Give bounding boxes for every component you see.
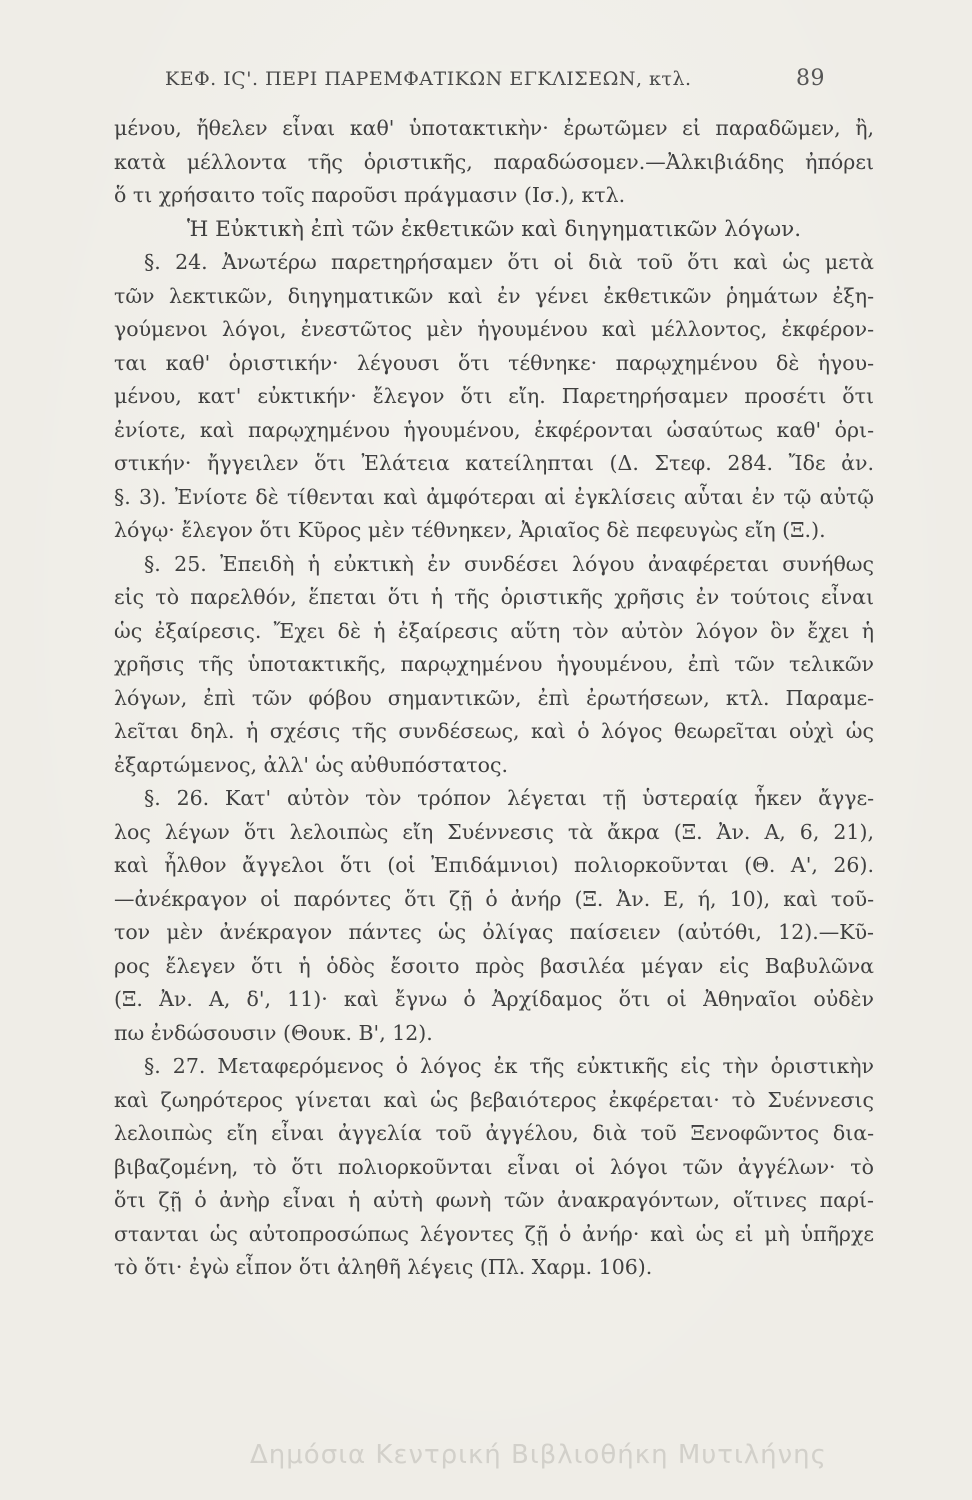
- text-line: λεῖται δηλ. ἡ σχέσις τῆς συνδέσεως, καὶ ὁ λόγος θεωρεῖται οὐχὶ ὡς: [114, 719, 874, 743]
- text-line: στικήν· ἤγγειλεν ὅτι Ἐλάτεια κατείληπται (Δ. Στεφ. 284. Ἴδε ἀν.: [114, 451, 874, 475]
- text-line: καὶ ζωηρότερος γίνεται καὶ ὡς βεβαιότερος ἐκφέρεται· τὸ Συέννεσις: [114, 1087, 874, 1112]
- text-line: πω ἐνδώσουσιν (Θουκ. Β', 12).: [114, 1020, 433, 1045]
- page-header: [165, 66, 825, 106]
- text-line: §. 24. Ἀνωτέρω παρετηρήσαμεν ὅτι οἱ διὰ τοῦ ὅτι καὶ ὡς μετὰ: [144, 250, 874, 274]
- text-line: λελοιπὼς εἴη εἶναι ἀγγελία τοῦ ἀγγέλου, διὰ τοῦ Ξενοφῶντος δια-: [114, 1121, 874, 1145]
- text-line: (Ξ. Ἀν. Α, δ', 11)· καὶ ἔγνω ὁ Ἀρχίδαμος ὅτι οἱ Ἀθηναῖοι οὐδὲν: [114, 987, 874, 1011]
- text-line: λόγῳ· ἔλεγον ὅτι Κῦρος μὲν τέθνηκεν, Ἀριαῖος δὲ πεφευγὼς εἴη (Ξ.).: [114, 518, 826, 542]
- text-line: ὅ τι χρήσαιτο τοῖς παροῦσι πράγμασιν (Ισ.), κτλ.: [114, 183, 626, 207]
- text-line: λος λέγων ὅτι λελοιπὼς εἴη Συέννεσις τὰ ἄκρα (Ξ. Ἀν. Α, 6, 21),: [114, 819, 874, 844]
- text-line: καὶ ἦλθον ἄγγελοι ὅτι (οἱ Ἐπιδάμνιοι) πολιορκοῦνται (Θ. Α', 26).: [114, 853, 874, 877]
- text-line: §. 27. Μεταφερόμενος ὁ λόγος ἐκ τῆς εὐκτικῆς εἰς τὴν ὁριστικὴν: [144, 1054, 874, 1078]
- section-heading: Ἡ Εὐκτικὴ ἐπὶ τῶν ἐκθετικῶν καὶ διηγηματικῶν λόγων.: [186, 216, 802, 242]
- text-line: §. 26. Κατ' αὐτὸν τὸν τρόπον λέγεται τῇ ὑστεραίᾳ ἧκεν ἄγγε-: [144, 786, 874, 810]
- text-line: —ἀνέκραγον οἱ παρόντες ὅτι ζῇ ὁ ἀνήρ (Ξ. Ἀν. Ε, ή, 10), καὶ τοῦ-: [114, 886, 874, 911]
- page-number: 89: [796, 66, 825, 91]
- text-line: τον μὲν ἀνέκραγον πάντες ὡς ὀλίγας παίσειεν (αὐτόθι, 12).—Κῦ-: [114, 920, 874, 944]
- text-line: βιβαζομένη, τὸ ὅτι πολιορκοῦνται εἶναι οἱ λόγοι τῶν ἀγγέλων· τὸ: [114, 1154, 874, 1179]
- text-line: ρος ἔλεγεν ὅτι ἡ ὁδὸς ἔσοιτο πρὸς βασιλέα μέγαν εἰς Βαβυλῶνα: [114, 953, 874, 978]
- text-line: ἐξαρτώμενος, ἀλλ' ὡς αὐθυπόστατος.: [114, 752, 508, 777]
- text-line: γούμενοι λόγοι, ἐνεστῶτος μὲν ἡγουμένου καὶ μέλλοντος, ἐκφέρον-: [114, 317, 874, 341]
- running-title: ΚΕΦ. ΙϚ'. ΠΕΡΙ ΠΑΡΕΜΦΑΤΙΚΩΝ ΕΓΚΛΙΣΕΩΝ, κτλ.: [165, 68, 692, 90]
- text-line: ἐνίοτε, καὶ παρῳχημένου ἡγουμένου, ἐκφέρονται ὡσαύτως καθ' ὁρι-: [114, 417, 874, 442]
- text-line: §. 3). Ἐνίοτε δὲ τίθενται καὶ ἀμφότεραι αἱ ἐγκλίσεις αὗται ἐν τῷ αὐτῷ: [114, 484, 874, 509]
- text-line: στανται ὡς αὐτοπροσώπως λέγοντες ζῇ ὁ ἀνήρ· καὶ ὡς εἰ μὴ ὑπῆρχε: [114, 1221, 874, 1246]
- text-line: λόγων, ἐπὶ τῶν φόβου σημαντικῶν, ἐπὶ ἐρωτήσεων, κτλ. Παραμε-: [114, 685, 874, 710]
- text-line: κατὰ μέλλοντα τῆς ὁριστικῆς, παραδώσομεν.—Ἀλκιβιάδης ἠπόρει: [114, 149, 874, 174]
- library-watermark: Δημόσια Κεντρική Βιβλιοθήκη Μυτιλήνης: [250, 1440, 827, 1470]
- text-line: ὅτι ζῇ ὁ ἀνὴρ εἶναι ἡ αὐτὴ φωνὴ τῶν ἀνακραγόντων, οἵτινες παρί-: [114, 1188, 874, 1212]
- text-line: χρῆσις τῆς ὑποτακτικῆς, παρῳχημένου ἡγουμένου, ἐπὶ τῶν τελικῶν: [114, 652, 874, 676]
- text-line: εἰς τὸ παρελθόν, ἕπεται ὅτι ἡ τῆς ὁριστικῆς χρῆσις ἐν τούτοις εἶναι: [114, 585, 874, 609]
- text-line: μένου, ἤθελεν εἶναι καθ' ὑποτακτικὴν· ἐρωτῶμεν εἰ παραδῶμεν, ἢ,: [114, 116, 874, 140]
- text-line: ται καθ' ὁριστικήν· λέγουσι ὅτι τέθνηκε· παρῳχημένου δὲ ἡγου-: [114, 350, 874, 375]
- text-line: τὸ ὅτι· ἐγὼ εἶπον ὅτι ἀληθῆ λέγεις (Πλ. Χαρμ. 106).: [114, 1255, 653, 1279]
- text-line: §. 25. Ἐπειδὴ ἡ εὐκτικὴ ἐν συνδέσει λόγου ἀναφέρεται συνήθως: [144, 551, 874, 576]
- body-text: [114, 112, 874, 1285]
- text-line: ὡς ἐξαίρεσις. Ἔχει δὲ ἡ ἐξαίρεσις αὕτη τὸν αὐτὸν λόγον ὃν ἔχει ἡ: [114, 618, 874, 643]
- text-line: μένου, κατ' εὐκτικήν· ἔλεγον ὅτι εἴη. Παρετηρήσαμεν προσέτι ὅτι: [114, 384, 874, 408]
- text-line: τῶν λεκτικῶν, διηγηματικῶν καὶ ἐν γένει ἐκθετικῶν ῥημάτων ἐξη-: [114, 283, 874, 308]
